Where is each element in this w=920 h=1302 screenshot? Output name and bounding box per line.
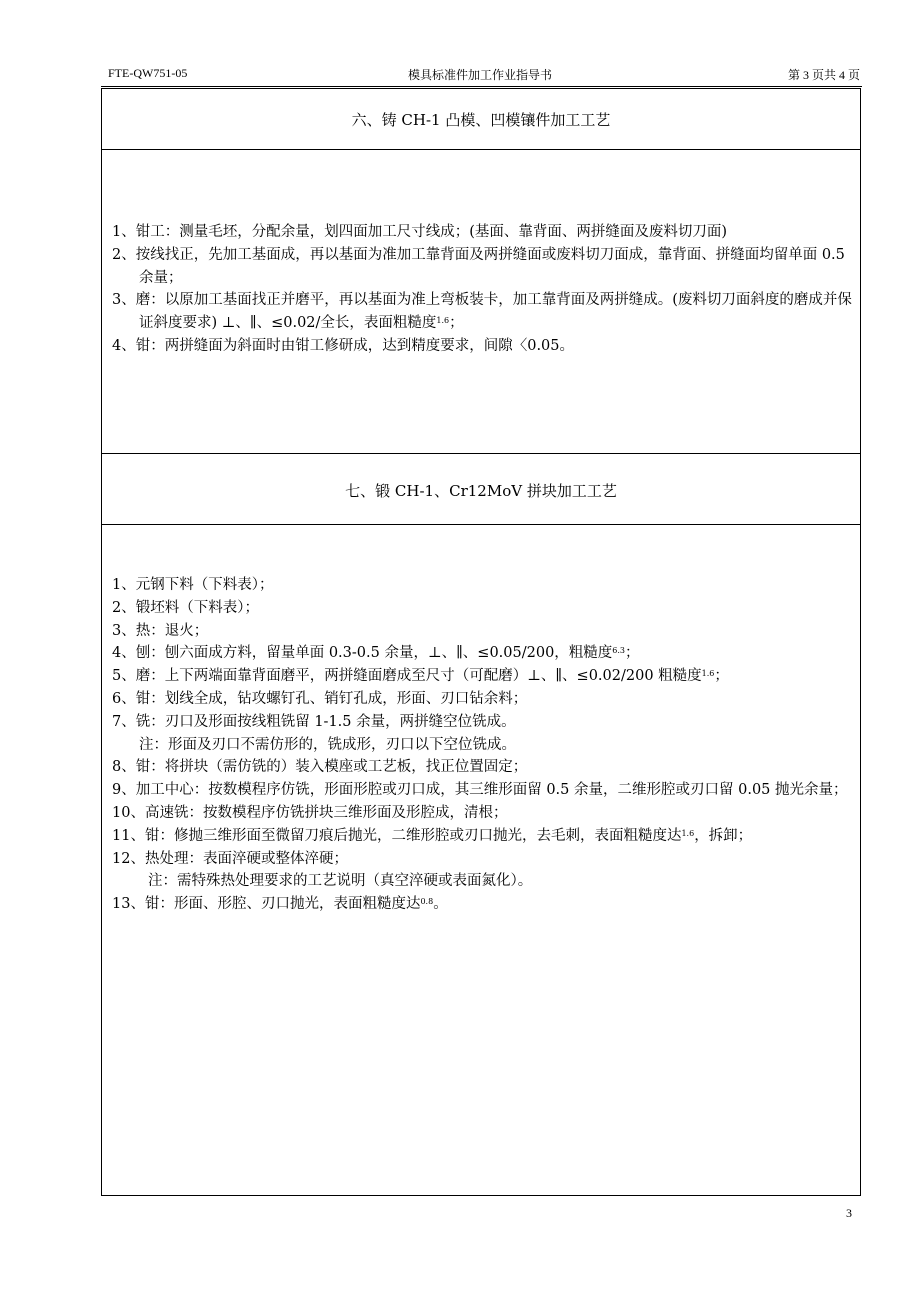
list-item: 8、钳：将拼块（需仿铣的）装入模座或工艺板，找正位置固定；	[112, 759, 528, 776]
list-item: 1、元钢下料（下料表）；	[112, 577, 274, 593]
list-item: 12、热处理：表面淬硬或整体淬硬；	[112, 850, 348, 867]
page-header	[108, 66, 860, 86]
section-7-divider	[102, 524, 860, 525]
page-info: 第 3 页共 4 页	[787, 68, 860, 82]
list-item: 13、钳：形面、形腔、刃口抛光，表面粗糙度达$^{0.8}$。	[112, 896, 448, 913]
section-6-body	[112, 221, 857, 358]
section-6-divider	[102, 149, 860, 150]
list-item: 4、钳：两拼缝面为斜面时由钳工修研成，达到精度要求，间隙〈0.05。	[112, 337, 575, 354]
section-7-body	[112, 574, 857, 916]
section-6-title: 六、铸 CH-1 凸模、凹模镶件加工工艺	[351, 111, 611, 129]
list-item: 3、热：退火；	[112, 622, 209, 639]
list-item: 10、高速铣：按数模程序仿铣拼块三维形面及形腔成，清根；	[112, 804, 508, 821]
section-7-box	[101, 453, 861, 1196]
document-code: FTE-QW751-05	[108, 66, 188, 80]
list-item: 5、磨：上下两端面靠背面磨平，两拼缝面磨成至尺寸（可配磨）⊥、∥、≤0.02/200 粗糙度$^{1.6}$；	[112, 668, 729, 685]
header-rule	[101, 86, 862, 87]
list-item: 2、按线找正，先加工基面成，再以基面为准加工靠背面及两拼缝面或废料切刀面成，靠背面、拼缝面均留单面 0.5 余量；	[112, 246, 845, 286]
list-item: 1、钳工：测量毛坯，分配余量，划四面加工尺寸线成；(基面、靠背面、两拼缝面及废料切刀面)	[112, 224, 728, 240]
list-item: 4、刨：刨六面成方料，留量单面 0.3-0.5 余量，⊥、∥、≤0.05/200，粗糙度$^{6.3}$；	[112, 645, 640, 662]
document-title: 模具标准件加工作业指导书	[408, 68, 553, 82]
list-item: 3、磨：以原加工基面找正并磨平，再以基面为准上弯板装卡，加工靠背面及两拼缝成。(废料切刀面斜度的磨成并保证斜度要求) ⊥、∥、≤0.02/全长，表面粗糙度$^{1.6}$；	[112, 292, 852, 332]
list-item: 7、铣：刃口及形面按线粗铣留 1-1.5 余量，两拼缝空位铣成。	[112, 713, 516, 730]
section-6-box	[101, 88, 861, 454]
list-item: 2、锻坯料（下料表）；	[112, 599, 259, 616]
page-number: 3	[846, 1206, 852, 1220]
list-item: 6、钳：划线全成，钻攻螺钉孔、销钉孔成，形面、刃口钻余料；	[112, 690, 528, 707]
list-item: 11、钳：修抛三维形面至微留刀痕后抛光，二维形腔或刃口抛光，去毛刺，表面粗糙度达$^{1.6}$，拆卸；	[112, 827, 753, 844]
list-note: 注：形面及刃口不需仿形的，铣成形，刃口以下空位铣成。	[139, 736, 516, 753]
section-7-title: 七、锻 CH-1、Cr12MoV 拼块加工工艺	[345, 482, 617, 500]
list-note: 注：需特殊热处理要求的工艺说明（真空淬硬或表面氮化）。	[148, 873, 533, 890]
list-item: 9、加工中心：按数模程序仿铣，形面形腔或刃口成，其三维形面留 0.5 余量，二维形腔或刃口留 0.05 抛光余量；	[112, 782, 848, 799]
